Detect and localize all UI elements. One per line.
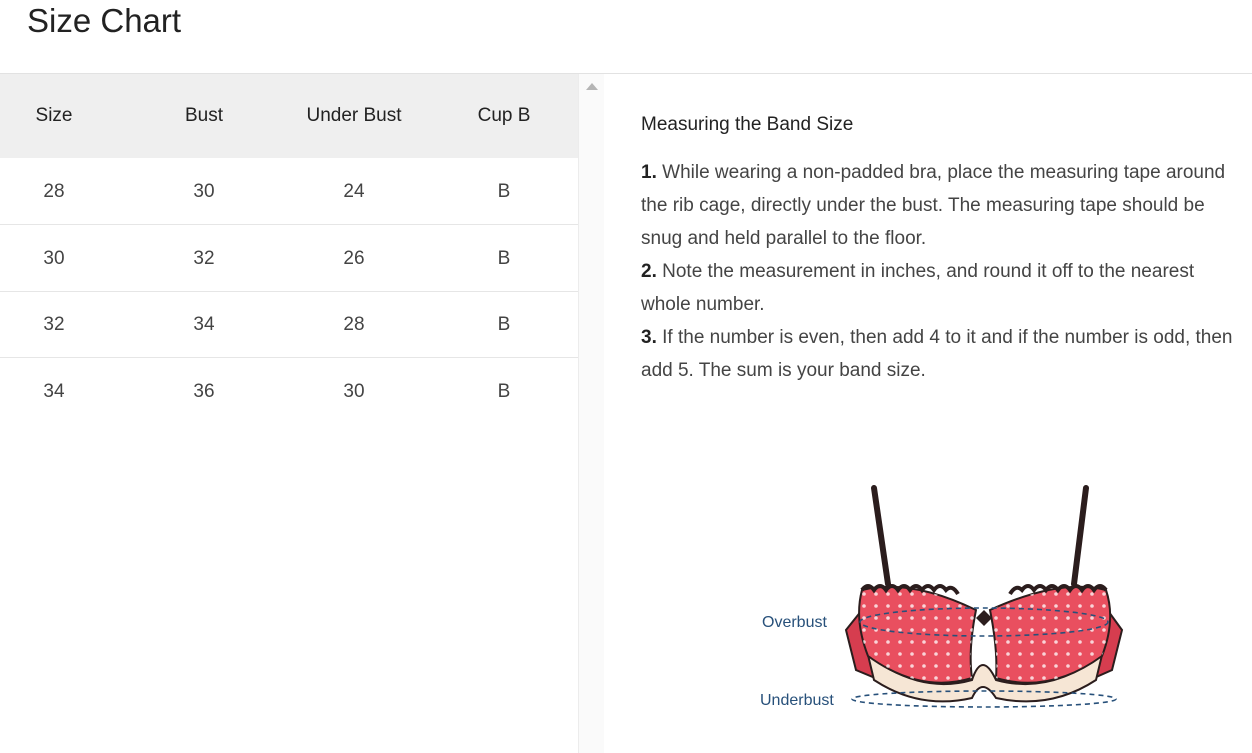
right-strap: [1074, 488, 1086, 584]
cell-under-bust: 28: [343, 314, 365, 335]
cell-bust: 30: [193, 181, 215, 202]
table-header-row: [0, 74, 578, 158]
step-number: 3.: [641, 327, 657, 348]
cell-under-bust: 24: [343, 181, 365, 202]
cell-size: 28: [43, 181, 65, 202]
header-bust: Bust: [184, 105, 224, 126]
header-cup: Cup B: [477, 105, 531, 126]
table-row: [0, 225, 578, 292]
overbust-label: Overbust: [762, 614, 827, 631]
table-row: [0, 291, 578, 358]
step-number: 2.: [641, 261, 657, 282]
table-row: [0, 158, 578, 225]
page-title: Size Chart: [27, 2, 182, 39]
header-under-bust: Under Bust: [306, 105, 402, 126]
size-table-panel: [0, 74, 604, 753]
cell-under-bust: 30: [343, 381, 365, 402]
step-text: If the number is even, then add 4 to it and if the number is odd, then add 5. The sum is your band size.: [641, 327, 1233, 381]
cell-size: 30: [43, 248, 65, 269]
cell-cup: B: [497, 181, 511, 202]
step-number: 1.: [641, 162, 657, 183]
instructions-heading: Measuring the Band Size: [641, 114, 854, 135]
step-text: Note the measurement in inches, and round it off to the nearest whole number.: [641, 261, 1195, 315]
underbust-tape: [852, 691, 1116, 707]
table-row: [0, 358, 578, 424]
step-text: While wearing a non-padded bra, place the measuring tape around the rib cage, directly under the bust. The measuring tape should be snug and held parallel to the floor.: [641, 162, 1226, 249]
cell-size: 32: [43, 314, 65, 335]
bra-measurement-illustration: [750, 480, 1130, 720]
underbust-label: Underbust: [760, 692, 834, 709]
cell-bust: 36: [193, 381, 215, 402]
cell-cup: B: [497, 381, 511, 402]
scroll-up-arrow-icon[interactable]: [586, 83, 598, 90]
cell-bust: 34: [193, 314, 215, 335]
table-scrollbar[interactable]: [579, 74, 604, 753]
cell-under-bust: 26: [343, 248, 365, 269]
cell-bust: 32: [193, 248, 215, 269]
instructions-body: [641, 156, 1245, 387]
size-table: [0, 74, 579, 753]
cell-cup: B: [497, 314, 511, 335]
measuring-instructions: [641, 110, 1245, 387]
cell-cup: B: [497, 248, 511, 269]
cell-size: 34: [43, 381, 65, 402]
header-size: Size: [35, 105, 73, 126]
left-strap: [874, 488, 888, 584]
